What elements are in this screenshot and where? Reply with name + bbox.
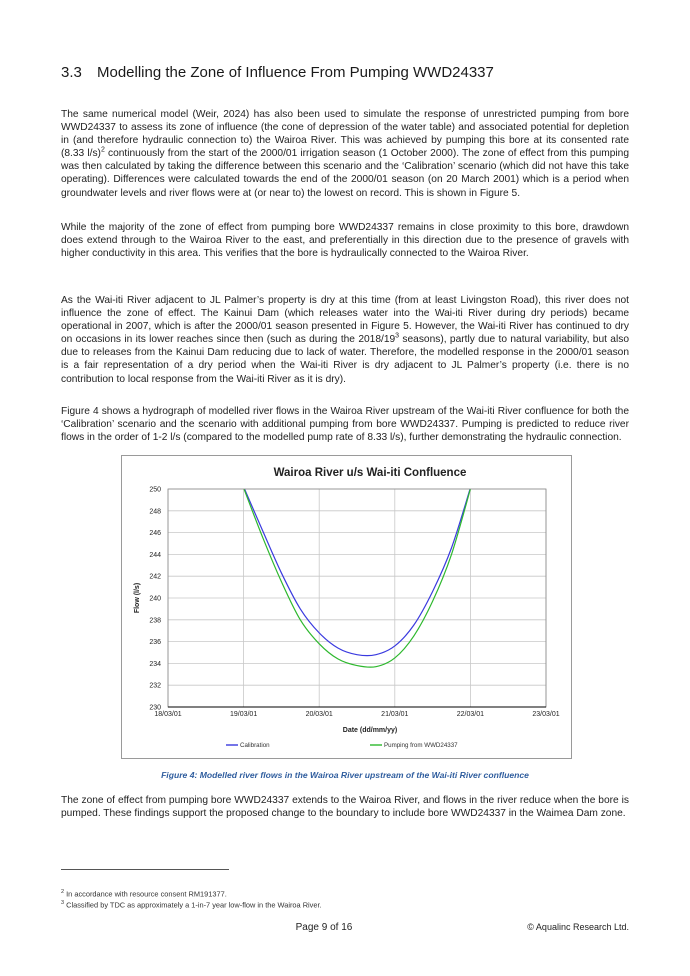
x-tick-label: 23/03/01 [532,711,560,718]
x-axis-label: Date (dd/mm/yy) [342,727,398,734]
paragraph-2: While the majority of the zone of effect from pumping bore WWD24337 remains in close proximity to this bore, drawdown does extend through to the Wairoa River to the east, and preferentially in this direction due to the presence of gravels with higher conductivity in this area. This verifies that the bore is hydraulically connected to the Wairoa River. [61,222,629,260]
footnote-divider [61,869,229,870]
section-number: 3.3 [61,64,82,81]
y-tick-label: 246 [149,530,161,538]
x-tick-label: 19/03/01 [229,711,258,718]
series-line-pumping [244,488,471,667]
x-tick-label: 20/03/01 [305,711,333,718]
y-tick-label: 238 [149,617,161,625]
paragraph-1: The same numerical model (Weir, 2024) has also been used to simulate the response of unrestricted pumping from bore WWD24337 to assess its zone of influence (the cone of depression of the water table) and associated potential for depletion in (and therefore hydraulic connection to) the Wairoa River. This was achieved by pumping this bore at its consented rate (8.33 l/s)$^2$ continuously from the start of the 2000/01 irrigation season (1 October 2000). The zone of effect from this pumping was then calculated by taking the difference between this scenario and the ‘Calibration’ scenario (which did not have this take operating). Differences were calculated towards the end of the 2000/01 season (on 20 March 2001) which is a period when groundwater levels and river flows were at (or near to) the lowest on record. This is shown in Figure 5. [61,109,629,199]
paragraph-3: As the Wai-iti River adjacent to JL Palmer’s property is dry at this time (from at least Livingston Road), this river does not influence the zone of effect. The Kainui Dam (which releases water into the Wai-iti River during dry periods) became operational in 2007, which is after the 2000/01 season presented in Figure 5. However, the Wai-iti River has continued to dry on occasions in its lower reaches since then (such as during the $2018/19^3$ seasons), partly due to natural variability, but also due to releases from the Kainui Dam reducing due to lack of water. Therefore, the modelled response in the 2000/01 season is a fair representation of a dry period when the Wai-iti River is dry adjacent to JL Palmer’s property (i.e. there is no contribution to local response from the Wai-iti River as it is dry). [61,295,629,385]
y-axis-label: Flow (l/s) [134,582,141,614]
y-tick-label: 234 [149,660,161,668]
y-tick-label: 232 [149,682,161,690]
section-title: Modelling the Zone of Influence From Pumping WWD24337 [97,64,494,81]
legend-label: Pumping from WWD24337 [384,742,458,749]
hydrograph-chart [121,455,572,759]
y-tick-label: 250 [149,486,161,494]
copyright: © Aqualinc Research Ltd. [527,922,629,932]
x-tick-label: 18/03/01 [154,711,182,718]
x-tick-label: 21/03/01 [381,711,409,718]
y-tick-label: 242 [149,573,161,581]
chart-svg [122,456,571,758]
paragraph-5: The zone of effect from pumping bore WWD24337 extends to the Wairoa River, and flows in the river reduce when the bore is pumped. These findings support the proposed change to the boundary to include bore WWD24337 in the Waimea Dam zone. [61,795,629,820]
footnote-ref-3: 3 [395,332,400,340]
figure-caption: Figure 4: Modelled river flows in the Wairoa River upstream of the Wai-iti River confluence [161,770,529,780]
legend-label: Calibration [240,742,270,749]
footnote-ref-2: 2 [100,146,105,154]
y-tick-label: 236 [149,639,161,647]
y-tick-label: 244 [149,551,161,559]
chart-title: Wairoa River u/s Wai-iti Confluence [273,467,467,479]
paragraph-4: Figure 4 shows a hydrograph of modelled river flows in the Wairoa River upstream of the Wai-iti River confluence for both the ‘Calibration’ scenario and the scenario with additional pumping from bore WWD24337. Pumping is predicted to reduce river flows in the order of 1-2 l/s (compared to the modelled pump rate of 8.33 l/s), further demonstrating the hydraulic connection. [61,406,629,444]
page-number: Page 9 of 16 [295,922,353,933]
y-tick-label: 230 [149,704,161,712]
series-line-calibration [244,487,471,656]
footnote-3: $^3$ Classified by TDC as approximately a 1-in-7 year low-flow in the Wairoa River. [61,900,322,910]
section-heading [61,64,494,81]
y-tick-label: 240 [149,595,161,603]
footnote-2: $^2$ In accordance with resource consent RM191377. [61,889,227,899]
x-tick-label: 22/03/01 [456,711,485,718]
y-tick-label: 248 [149,508,161,516]
